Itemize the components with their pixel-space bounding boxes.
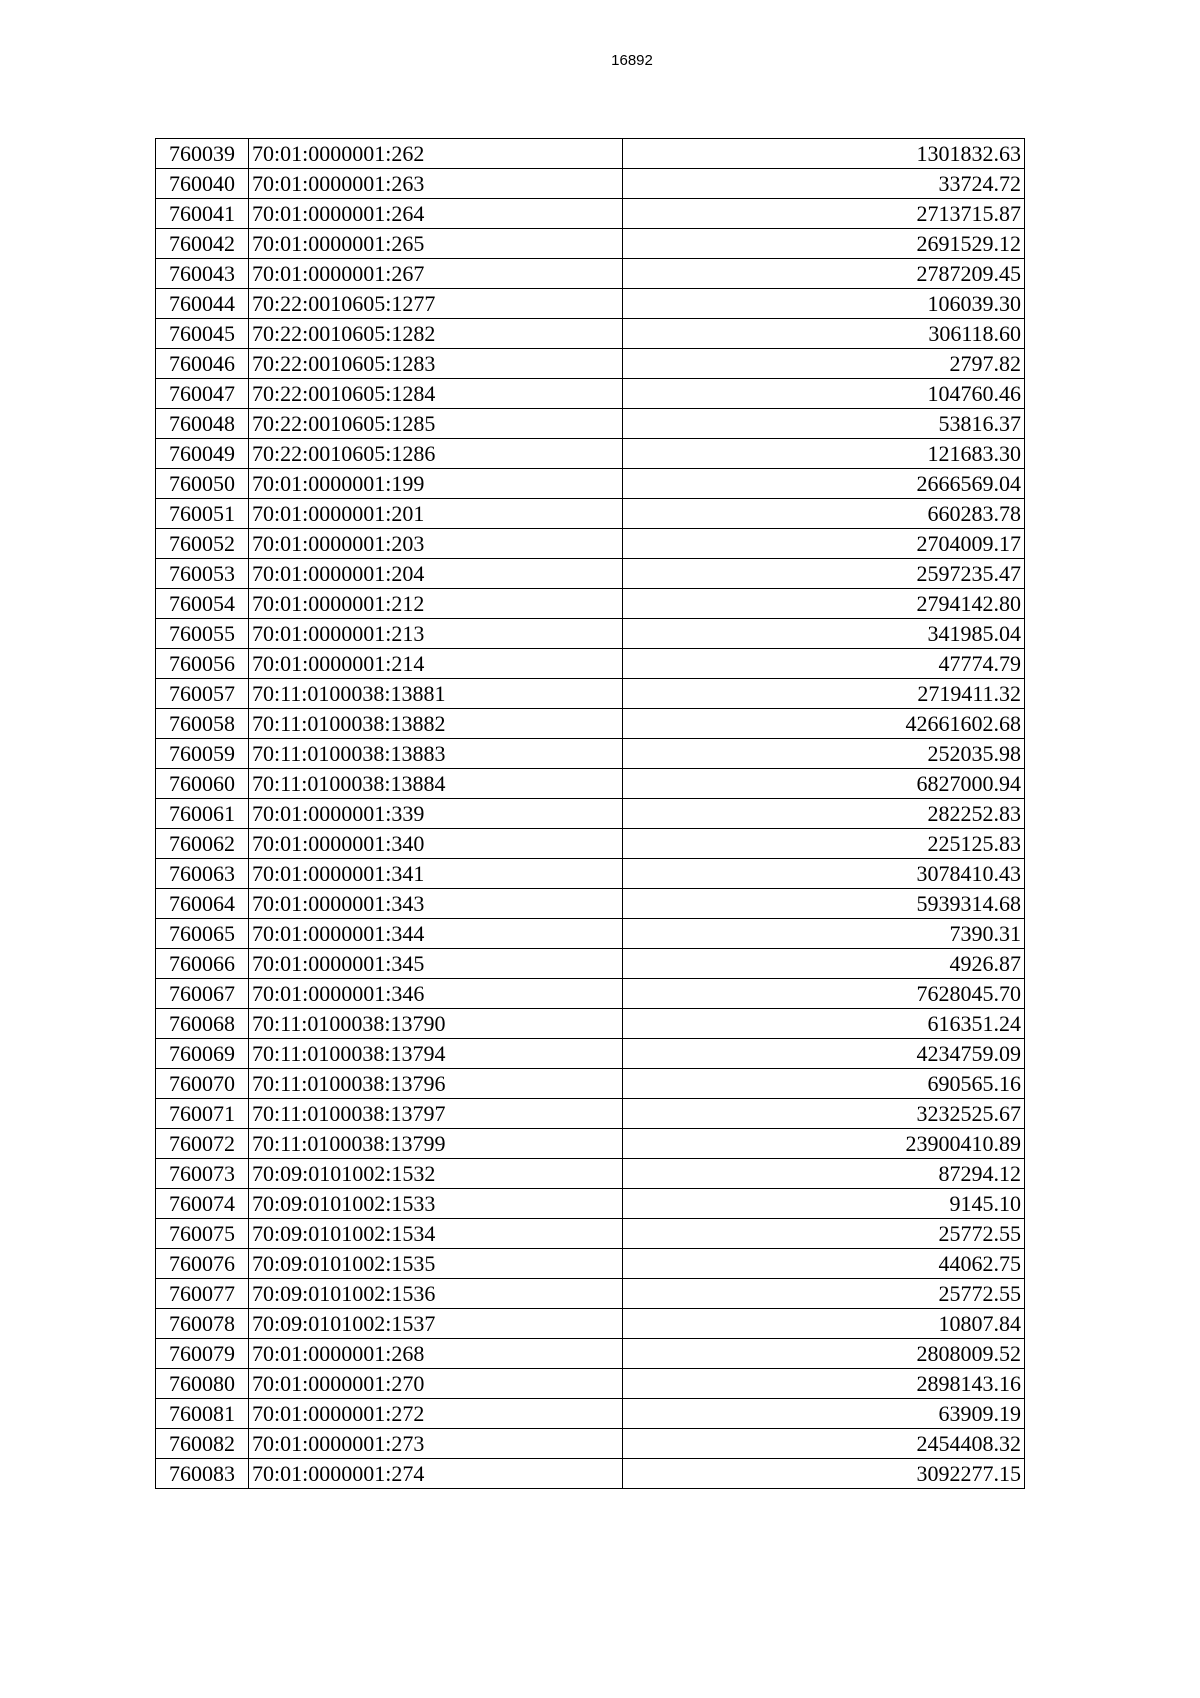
value-cell: 33724.72 — [623, 169, 1025, 199]
cadastral-number-cell: 70:01:0000001:199 — [249, 469, 623, 499]
value-cell: 660283.78 — [623, 499, 1025, 529]
cadastral-number-cell: 70:09:0101002:1533 — [249, 1189, 623, 1219]
cadastral-number-cell: 70:01:0000001:344 — [249, 919, 623, 949]
row-id-cell: 760054 — [156, 589, 249, 619]
value-cell: 2666569.04 — [623, 469, 1025, 499]
table-row — [156, 1459, 1025, 1489]
value-cell: 2719411.32 — [623, 679, 1025, 709]
table-row — [156, 979, 1025, 1009]
row-id-cell: 760067 — [156, 979, 249, 1009]
value-cell: 2808009.52 — [623, 1339, 1025, 1369]
table-row — [156, 859, 1025, 889]
row-id-cell: 760042 — [156, 229, 249, 259]
table-row — [156, 319, 1025, 349]
row-id-cell: 760069 — [156, 1039, 249, 1069]
row-id-cell: 760045 — [156, 319, 249, 349]
value-cell: 7390.31 — [623, 919, 1025, 949]
table-row — [156, 769, 1025, 799]
row-id-cell: 760080 — [156, 1369, 249, 1399]
cadastral-number-cell: 70:11:0100038:13797 — [249, 1099, 623, 1129]
table-row — [156, 439, 1025, 469]
value-cell: 87294.12 — [623, 1159, 1025, 1189]
row-id-cell: 760064 — [156, 889, 249, 919]
value-cell: 616351.24 — [623, 1009, 1025, 1039]
value-cell: 252035.98 — [623, 739, 1025, 769]
row-id-cell: 760040 — [156, 169, 249, 199]
value-cell: 63909.19 — [623, 1399, 1025, 1429]
table-row — [156, 1249, 1025, 1279]
value-cell: 1301832.63 — [623, 139, 1025, 169]
row-id-cell: 760076 — [156, 1249, 249, 1279]
value-cell: 44062.75 — [623, 1249, 1025, 1279]
row-id-cell: 760060 — [156, 769, 249, 799]
table-row — [156, 949, 1025, 979]
row-id-cell: 760065 — [156, 919, 249, 949]
value-cell: 306118.60 — [623, 319, 1025, 349]
cadastral-number-cell: 70:11:0100038:13790 — [249, 1009, 623, 1039]
table-row — [156, 1189, 1025, 1219]
value-cell: 225125.83 — [623, 829, 1025, 859]
cadastral-number-cell: 70:01:0000001:201 — [249, 499, 623, 529]
cadastral-number-cell: 70:09:0101002:1536 — [249, 1279, 623, 1309]
row-id-cell: 760056 — [156, 649, 249, 679]
value-cell: 3232525.67 — [623, 1099, 1025, 1129]
table-row — [156, 229, 1025, 259]
value-cell: 2898143.16 — [623, 1369, 1025, 1399]
row-id-cell: 760047 — [156, 379, 249, 409]
cadastral-number-cell: 70:11:0100038:13796 — [249, 1069, 623, 1099]
table-row — [156, 1339, 1025, 1369]
cadastral-number-cell: 70:11:0100038:13799 — [249, 1129, 623, 1159]
table-row — [156, 829, 1025, 859]
row-id-cell: 760052 — [156, 529, 249, 559]
value-cell: 7628045.70 — [623, 979, 1025, 1009]
cadastral-number-cell: 70:01:0000001:270 — [249, 1369, 623, 1399]
value-cell: 25772.55 — [623, 1279, 1025, 1309]
value-cell: 5939314.68 — [623, 889, 1025, 919]
value-cell: 121683.30 — [623, 439, 1025, 469]
table-row — [156, 199, 1025, 229]
row-id-cell: 760051 — [156, 499, 249, 529]
cadastral-number-cell: 70:22:0010605:1285 — [249, 409, 623, 439]
table-row — [156, 559, 1025, 589]
value-cell: 53816.37 — [623, 409, 1025, 439]
row-id-cell: 760043 — [156, 259, 249, 289]
value-cell: 282252.83 — [623, 799, 1025, 829]
table-row — [156, 1129, 1025, 1159]
table-row — [156, 529, 1025, 559]
row-id-cell: 760066 — [156, 949, 249, 979]
cadastral-number-cell: 70:01:0000001:346 — [249, 979, 623, 1009]
cadastral-number-cell: 70:01:0000001:272 — [249, 1399, 623, 1429]
cadastral-number-cell: 70:01:0000001:339 — [249, 799, 623, 829]
table-row — [156, 589, 1025, 619]
cadastral-number-cell: 70:01:0000001:264 — [249, 199, 623, 229]
table-row — [156, 1039, 1025, 1069]
value-cell: 341985.04 — [623, 619, 1025, 649]
cadastral-number-cell: 70:01:0000001:203 — [249, 529, 623, 559]
table-row — [156, 409, 1025, 439]
table-row — [156, 649, 1025, 679]
cadastral-number-cell: 70:09:0101002:1532 — [249, 1159, 623, 1189]
table-row — [156, 1429, 1025, 1459]
cadastral-number-cell: 70:11:0100038:13883 — [249, 739, 623, 769]
value-cell: 2704009.17 — [623, 529, 1025, 559]
page-number: 16892 — [611, 52, 653, 69]
table-row — [156, 919, 1025, 949]
table-row — [156, 679, 1025, 709]
value-cell: 2797.82 — [623, 349, 1025, 379]
cadastral-number-cell: 70:01:0000001:268 — [249, 1339, 623, 1369]
table-row — [156, 799, 1025, 829]
row-id-cell: 760048 — [156, 409, 249, 439]
row-id-cell: 760083 — [156, 1459, 249, 1489]
cadastral-number-cell: 70:01:0000001:213 — [249, 619, 623, 649]
value-cell: 6827000.94 — [623, 769, 1025, 799]
value-cell: 47774.79 — [623, 649, 1025, 679]
value-cell: 4926.87 — [623, 949, 1025, 979]
row-id-cell: 760053 — [156, 559, 249, 589]
cadastral-number-cell: 70:11:0100038:13884 — [249, 769, 623, 799]
row-id-cell: 760039 — [156, 139, 249, 169]
row-id-cell: 760062 — [156, 829, 249, 859]
table-row — [156, 1309, 1025, 1339]
cadastral-number-cell: 70:01:0000001:212 — [249, 589, 623, 619]
cadastral-number-cell: 70:01:0000001:273 — [249, 1429, 623, 1459]
cadastral-number-cell: 70:01:0000001:343 — [249, 889, 623, 919]
row-id-cell: 760063 — [156, 859, 249, 889]
value-cell: 25772.55 — [623, 1219, 1025, 1249]
value-cell: 2597235.47 — [623, 559, 1025, 589]
table-row — [156, 139, 1025, 169]
value-cell: 9145.10 — [623, 1189, 1025, 1219]
table-row — [156, 889, 1025, 919]
table-row — [156, 709, 1025, 739]
cadastral-number-cell: 70:22:0010605:1286 — [249, 439, 623, 469]
cadastral-number-cell: 70:01:0000001:274 — [249, 1459, 623, 1489]
cadastral-number-cell: 70:22:0010605:1284 — [249, 379, 623, 409]
row-id-cell: 760058 — [156, 709, 249, 739]
cadastral-number-cell: 70:09:0101002:1534 — [249, 1219, 623, 1249]
cadastral-number-cell: 70:11:0100038:13882 — [249, 709, 623, 739]
row-id-cell: 760074 — [156, 1189, 249, 1219]
row-id-cell: 760059 — [156, 739, 249, 769]
row-id-cell: 760046 — [156, 349, 249, 379]
value-cell: 104760.46 — [623, 379, 1025, 409]
cadastral-number-cell: 70:01:0000001:214 — [249, 649, 623, 679]
table-row — [156, 619, 1025, 649]
row-id-cell: 760070 — [156, 1069, 249, 1099]
value-cell: 2794142.80 — [623, 589, 1025, 619]
row-id-cell: 760061 — [156, 799, 249, 829]
row-id-cell: 760073 — [156, 1159, 249, 1189]
value-cell: 106039.30 — [623, 289, 1025, 319]
table-row — [156, 1099, 1025, 1129]
row-id-cell: 760079 — [156, 1339, 249, 1369]
value-cell: 23900410.89 — [623, 1129, 1025, 1159]
table-row — [156, 739, 1025, 769]
row-id-cell: 760077 — [156, 1279, 249, 1309]
table-row — [156, 1069, 1025, 1099]
value-cell: 2454408.32 — [623, 1429, 1025, 1459]
table-row — [156, 469, 1025, 499]
table-row — [156, 349, 1025, 379]
value-cell: 10807.84 — [623, 1309, 1025, 1339]
cadastral-number-cell: 70:01:0000001:341 — [249, 859, 623, 889]
table-row — [156, 379, 1025, 409]
cadastral-number-cell: 70:22:0010605:1282 — [249, 319, 623, 349]
row-id-cell: 760072 — [156, 1129, 249, 1159]
table-row — [156, 289, 1025, 319]
row-id-cell: 760081 — [156, 1399, 249, 1429]
row-id-cell: 760050 — [156, 469, 249, 499]
table-row — [156, 259, 1025, 289]
cadastral-number-cell: 70:01:0000001:204 — [249, 559, 623, 589]
cadastral-number-cell: 70:22:0010605:1277 — [249, 289, 623, 319]
value-cell: 2713715.87 — [623, 199, 1025, 229]
cadastral-number-cell: 70:01:0000001:345 — [249, 949, 623, 979]
table-row — [156, 1399, 1025, 1429]
cadastral-number-cell: 70:22:0010605:1283 — [249, 349, 623, 379]
row-id-cell: 760057 — [156, 679, 249, 709]
row-id-cell: 760068 — [156, 1009, 249, 1039]
value-cell: 3078410.43 — [623, 859, 1025, 889]
row-id-cell: 760082 — [156, 1429, 249, 1459]
cadastral-number-cell: 70:01:0000001:262 — [249, 139, 623, 169]
cadastral-number-cell: 70:09:0101002:1535 — [249, 1249, 623, 1279]
table-row — [156, 1159, 1025, 1189]
table-row — [156, 1279, 1025, 1309]
table-row — [156, 169, 1025, 199]
cadastral-number-cell: 70:01:0000001:265 — [249, 229, 623, 259]
data-table — [155, 138, 1025, 1489]
table-row — [156, 1369, 1025, 1399]
cadastral-number-cell: 70:01:0000001:340 — [249, 829, 623, 859]
row-id-cell: 760071 — [156, 1099, 249, 1129]
value-cell: 3092277.15 — [623, 1459, 1025, 1489]
row-id-cell: 760049 — [156, 439, 249, 469]
row-id-cell: 760078 — [156, 1309, 249, 1339]
table-row — [156, 1009, 1025, 1039]
table-row — [156, 499, 1025, 529]
cadastral-number-cell: 70:01:0000001:267 — [249, 259, 623, 289]
cadastral-number-cell: 70:11:0100038:13881 — [249, 679, 623, 709]
row-id-cell: 760041 — [156, 199, 249, 229]
row-id-cell: 760075 — [156, 1219, 249, 1249]
value-cell: 2691529.12 — [623, 229, 1025, 259]
cadastral-number-cell: 70:01:0000001:263 — [249, 169, 623, 199]
row-id-cell: 760055 — [156, 619, 249, 649]
value-cell: 2787209.45 — [623, 259, 1025, 289]
cadastral-number-cell: 70:11:0100038:13794 — [249, 1039, 623, 1069]
value-cell: 4234759.09 — [623, 1039, 1025, 1069]
row-id-cell: 760044 — [156, 289, 249, 319]
cadastral-number-cell: 70:09:0101002:1537 — [249, 1309, 623, 1339]
table-row — [156, 1219, 1025, 1249]
table-body — [156, 139, 1025, 1489]
value-cell: 690565.16 — [623, 1069, 1025, 1099]
value-cell: 42661602.68 — [623, 709, 1025, 739]
